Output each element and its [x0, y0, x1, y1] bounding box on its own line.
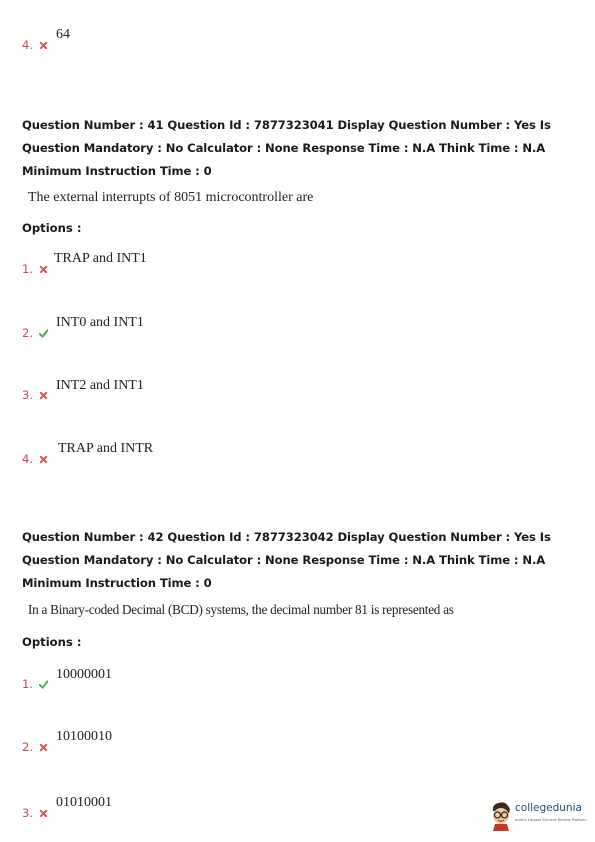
cross-icon: [39, 743, 48, 752]
question-meta: Question Number : 41 Question Id : 7877323041 Display Question Number : Yes Is Question Mandatory : No Calculator : None Response Time : N.A Think Time : N.A Minimum Instruction Time : 0: [22, 118, 551, 178]
option-number: 3.: [22, 388, 48, 402]
question-text: In a Binary-coded Decimal (BCD) systems, the decimal number 81 is represented as: [28, 602, 454, 617]
option-text: INT2 and INT1: [56, 378, 144, 393]
logo-tagline: India's Largest Student Review Platform: [515, 818, 587, 822]
options-label: Options :: [22, 635, 82, 649]
checkmark-icon: [39, 680, 48, 689]
option-text: INT0 and INT1: [56, 315, 144, 330]
cross-icon: [39, 455, 48, 464]
option-text: 64: [56, 27, 70, 42]
option-text: TRAP and INTR: [58, 441, 154, 456]
cross-icon: [39, 391, 48, 400]
option-number: 2.: [22, 326, 48, 340]
option-text: 10000001: [56, 667, 112, 682]
option-text: TRAP and INT1: [54, 251, 147, 266]
logo-wordmark: collegedunia: [515, 802, 582, 814]
cross-icon: [39, 809, 48, 818]
option-number: 2.: [22, 740, 48, 754]
question-text: The external interrupts of 8051 microcontroller are: [28, 190, 314, 205]
option-text: 01010001: [56, 795, 112, 810]
question-meta: Question Number : 42 Question Id : 7877323042 Display Question Number : Yes Is Question Mandatory : No Calculator : None Response Time : N.A Think Time : N.A Minimum Instruction Time : 0: [22, 530, 551, 590]
option-number: 1.: [22, 262, 48, 276]
collegedunia-logo: [489, 801, 589, 833]
option-number: 4.: [22, 452, 48, 466]
checkmark-icon: [39, 329, 48, 338]
cross-icon: [39, 265, 48, 274]
options-label: Options :: [22, 221, 82, 235]
option-number: 3.: [22, 806, 48, 820]
option-number: 4.: [22, 38, 48, 52]
cross-icon: [39, 41, 48, 50]
option-number: 1.: [22, 677, 48, 691]
mascot-icon: [489, 801, 513, 831]
option-text: 10100010: [56, 729, 112, 744]
